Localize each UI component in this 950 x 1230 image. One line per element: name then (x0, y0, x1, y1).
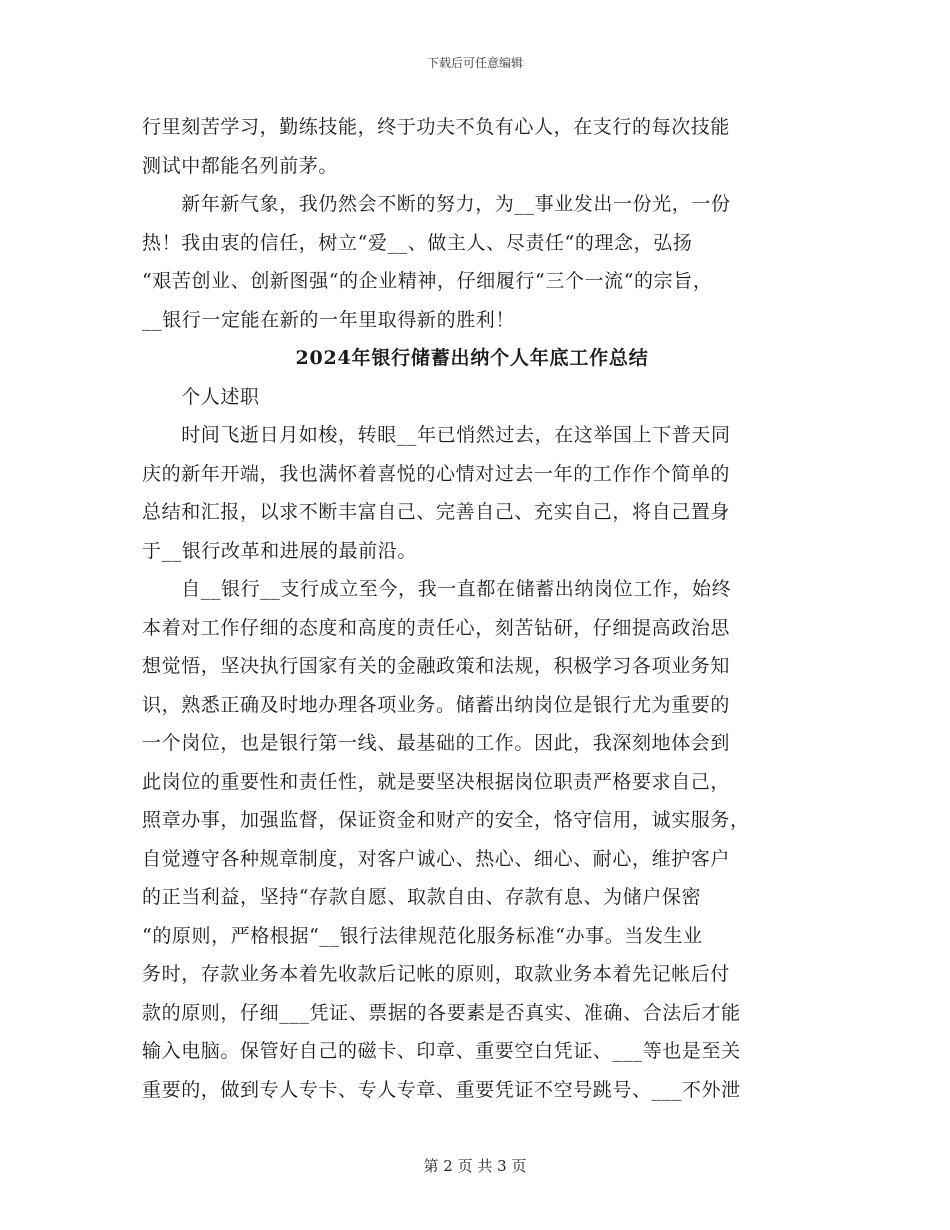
paragraph-line: 时间飞逝日月如梭，转眼__年已悄然过去，在这举国上下普天同 (142, 424, 731, 446)
paragraph-line: 重要的，做到专人专卡、专人专章、重要凭证不空号跳号、___不外泄 (142, 1078, 741, 1101)
paragraph-line: 识，熟悉正确及时地办理各项业务。储蓄出纳岗位是银行尤为重要的 (142, 693, 731, 716)
paragraph-line: 新年新气象，我仍然会不断的努力，为__事业发出一份光，一份 (142, 193, 731, 215)
header-note: 下载后可任意编辑 (426, 56, 523, 70)
paragraph-line: “艰苦创业、创新图强“的企业精神，仔细履行“三个一流“的宗旨， (142, 270, 713, 292)
paragraph-line: 想觉悟，坚决执行国家有关的金融政策和法规，积极学习各项业务知 (142, 655, 731, 677)
document-title: 2024年银行储蓄出纳个人年底工作总结 (295, 347, 649, 369)
paragraph-line: __银行一定能在新的一年里取得新的胜利！ (142, 308, 516, 331)
paragraph-line: 行里刻苦学习，勤练技能，终于功夫不负有心人，在支行的每次技能 (142, 116, 731, 138)
paragraph-line: “的原则，严格根据“__银行法律规范化服务标准“办事。当发生业 (142, 924, 703, 947)
paragraph-line: 款的原则，仔细___凭证、票据的各要素是否真实、准确、合法后才能 (142, 1001, 741, 1024)
paragraph-line: 输入电脑。保管好自己的磁卡、印章、重要空白凭证、___等也是至关 (142, 1040, 741, 1062)
page-number: 第 2 页 共 3 页 (423, 1157, 527, 1175)
paragraph-line: 务时，存款业务本着先收款后记帐的原则，取款业务本着先记帐后付 (142, 963, 731, 985)
paragraph-line: 本着对工作仔细的态度和高度的责任心，刻苦钻研，仔细提高政治思 (142, 616, 731, 639)
paragraph-line: 热！我由衷的信任，树立“爱__、做主人、尽责任“的理念，弘扬 (142, 231, 693, 254)
document-body (142, 108, 802, 1109)
paragraph-line: 庆的新年开端，我也满怀着喜悦的心情对过去一年的工作作个简单的 (142, 462, 731, 485)
paragraph-line: 照章办事，加强监督，保证资金和财产的安全，恪守信用，诚实服务， (142, 809, 750, 831)
section-heading: 个人述职 (142, 385, 260, 408)
paragraph-line: 一个岗位，也是银行第一线、最基础的工作。因此，我深刻地体会到 (142, 732, 731, 754)
paragraph-line: 此岗位的重要性和责任性，就是要坚决根据岗位职责严格要求自己， (142, 770, 731, 793)
paragraph-line: 总结和汇报，以求不断丰富自己、完善自己、充实自己，将自己置身 (142, 501, 731, 523)
paragraph-line: 自觉遵守各种规章制度，对客户诚心、热心、细心、耐心，维护客户 (142, 847, 731, 870)
paragraph-line: 的正当利益，坚持“存款自愿、取款自由、存款有息、为储户保密 (142, 886, 702, 908)
paragraph-line: 自__银行__支行成立至今，我一直都在储蓄出纳岗位工作，始终 (142, 578, 732, 600)
paragraph-line: 测试中都能名列前茅。 (142, 154, 339, 177)
paragraph-line: 于__银行改革和进展的最前沿。 (142, 539, 418, 562)
